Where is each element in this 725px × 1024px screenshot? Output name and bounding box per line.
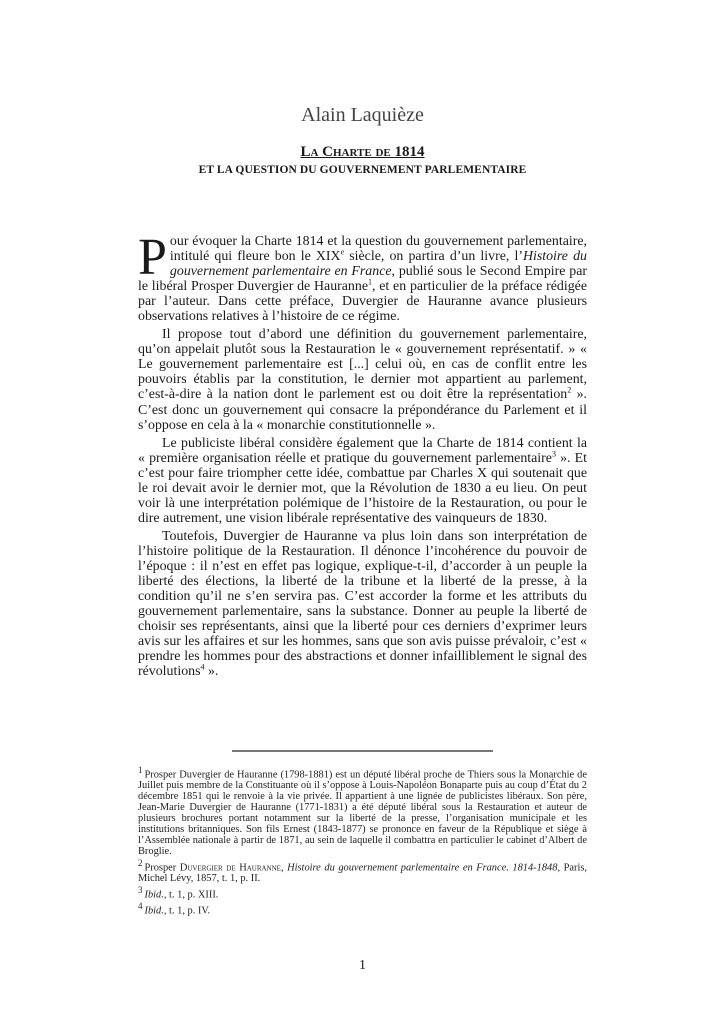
drop-cap: P xyxy=(138,229,167,286)
book-title-italic: Histoire du gouvernement parlementaire en France xyxy=(169,249,587,280)
footnote-1: 1 Prosper Duvergier de Hauranne (1798-1881) est un député libéral proche de Thiers sous la Monarchie de Juillet puis membre de la Constituante où il s’oppose à Louis-Napoléon Bonaparte puis au coup d’État du 2 décembre 1851 qui le renvoie à la vie privée. Il appartient à une lignée de publicistes libéraux. Son père, Jean-Marie Duvergier de Hauranne (1771-1831) a été député libéral sous la Restauration et auteur de plusieurs brochures portant notamment sur la liberté de la presse, l’organisation municipale et les institutions britanniques. Son fils Ernest (1843-1877) se prononce en faveur de la République et siège à l’Assemblée nationale à partir de 1871, au sein de laquelle il combattra en particulier le cabinet d’Albert de Broglie. xyxy=(138,765,587,857)
article-body xyxy=(138,229,587,682)
footnote-ref-2[interactable]: 2 xyxy=(567,385,572,395)
footnote-3: 3 Ibid., t. 1, p. XIII. xyxy=(138,885,219,901)
paragraph-2: Il propose tout d’abord une définition du gouvernement parlementaire, qu’on appelait plutôt sous la Restauration le « gouvernement représentatif. » « Le gouvernement parlementaire est [...] celui où, en cas de conflit entre les pouvoirs établis par la constitution, le dernier mot appartient au parlement, c’est-à-dire à la nation dont le parlement est ou doit être la représentation$^2$ ». C’est donc un gouvernement qui consacre la prépondérance du Parlement et il s’oppose en cela à la « monarchie constitutionnelle ». xyxy=(138,327,587,433)
paragraph-4: Toutefois, Duvergier de Hauranne va plus loin dans son interprétation de l’histoire politique de la Restauration. Il dénonce l’incohérence du pouvoir de l’époque : il n’est en effet pas logique, explique-t-il, d’accorder à un peuple la liberté des élections, la liberté de la tribune et la liberté de la presse, à la condition qu’il ne s’en servira pas. C’est accorder la forme et les attributs du gouvernement parlementaire, sans la substance. Donner au peuple la liberté de choisir ses représentants, ainsi que la liberté pour ces derniers d’exprimer leurs avis sur les affaires et sur les hommes, sans que son avis puisse prévaloir, c’est « prendre les hommes pour des abstractions et donner infailliblement le signal des révolutions$^4$ ». xyxy=(138,528,587,680)
page-number: 1 xyxy=(359,958,366,973)
footnote-ref-3[interactable]: 3 xyxy=(551,449,556,459)
footnote-2: 2 Prosper Duvergier de Hauranne, Histoire du gouvernement parlementaire en France. 1814-1848, Paris, Michel Lévy, 1857, t. 1, p. II. xyxy=(138,857,587,885)
paragraph-3: Le publiciste libéral considère également que la Charte de 1814 contient la « première organisation réelle et pratique du gouvernement parlementaire$^3$ ». Et c’est pour faire triompher cette idée, combattue par Charles X qui soutenait que le roi devait avoir le dernier mot, que la Révolution de 1830 a eu lieu. On peut voir là une interprétation polémique de l’histoire de la Restauration, ou pour le dire autrement, une vision libérale représentative des vainqueurs de 1830. xyxy=(138,435,587,526)
author-name: Alain Laquièze xyxy=(301,104,424,126)
footnote-separator xyxy=(232,750,493,752)
footnote-ref-4[interactable]: 4 xyxy=(200,662,205,672)
footnote-ref-1[interactable]: 1 xyxy=(368,277,372,287)
footnotes xyxy=(138,765,587,923)
article-subtitle: ET LA QUESTION DU GOUVERNEMENT PARLEMENTAIRE xyxy=(198,164,527,176)
article-title: La Charte de 1814 xyxy=(300,144,425,160)
footnote-4: 4 Ibid., t. 1, p. IV. xyxy=(138,901,211,917)
paragraph-1: Pour évoquer la Charte 1814 et la question du gouvernement parlementaire, intitulé qui fleure bon le XIXe siècle, on partira d’un livre, l’Histoire du gouvernement parlementaire en France, publié sous le Second Empire par le libéral Prosper Duvergier de Hauranne$^1$, et en particulier de la préface rédigée par l’auteur. Dans cette préface, Duvergier de Hauranne avance plusieurs observations relatives à l’histoire de ce régime. xyxy=(138,229,587,325)
